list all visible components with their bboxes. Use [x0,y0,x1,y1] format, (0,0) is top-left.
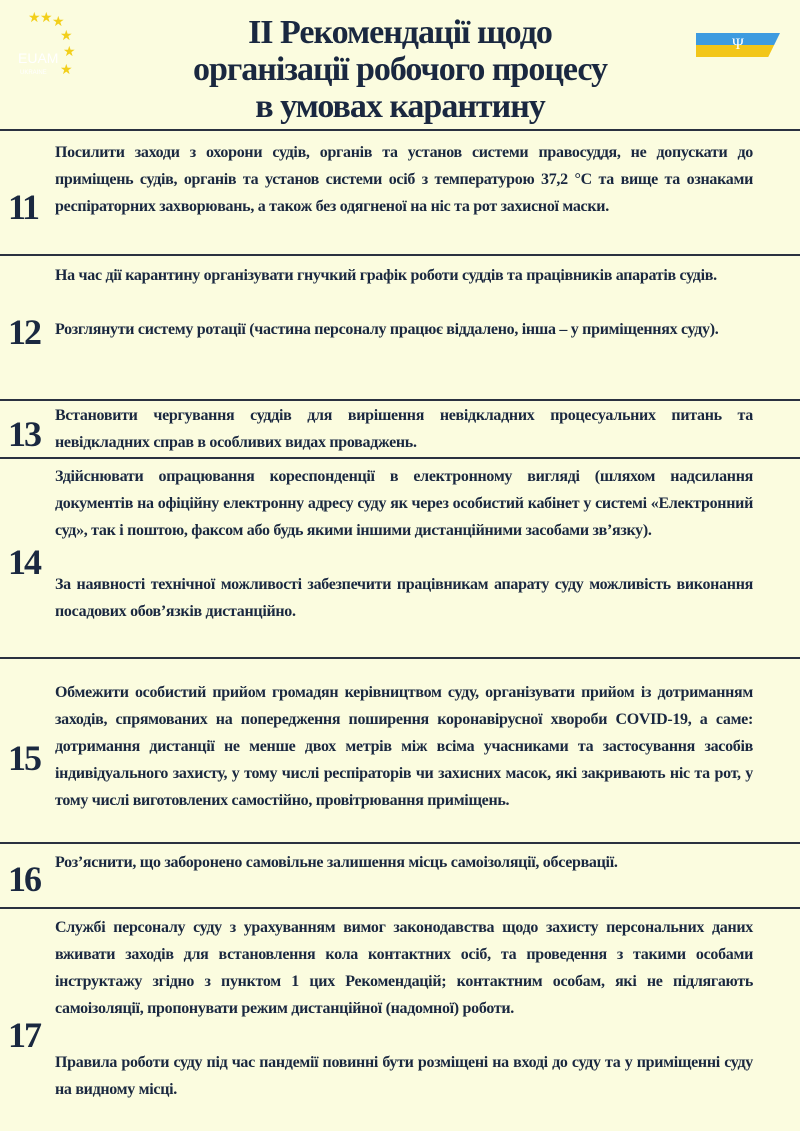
paragraph: Роз’яснити, що заборонено самовільне залишення місць самоізоляції, обсервації. [55,854,618,871]
paragraph: Розглянути систему ротації (частина персоналу працює віддалено, інша – у приміщеннях суду). [55,321,719,338]
item-text [55,914,753,1103]
star-icon: ★ [28,11,41,26]
star-icon: ★ [52,15,65,30]
star-icon: ★ [60,29,73,44]
recommendation-15 [0,657,800,844]
ukraine-flag-logo [696,33,780,57]
recommendation-12 [0,254,800,400]
paragraph: Здійснювати опрацювання кореспонденції в електронному вигляді (шляхом надсилання документів на офіційну електронну адресу суду як через особистий кабінет у системі «Електронний суд», так і поштою, факсом або будь якими іншими дистанційними засобами зв’язку). [55,468,753,539]
paragraph: За наявності технічної можливості забезпечити працівникам апарату суду можливість виконання посадових обов’язків дистанційно. [55,576,753,620]
item-text [55,139,753,220]
item-text [55,679,753,814]
recommendation-13 [0,399,800,459]
recommendation-14 [0,457,800,659]
star-icon: ★ [63,45,76,60]
title-line: ІІ Рекомендації щодо [248,14,552,51]
paragraph: Правила роботи суду під час пандемії повинні бути розміщені на вході до суду та у приміщенні суду на видному місці. [55,1054,753,1098]
recommendation-17 [0,907,800,1131]
title-line: в умовах карантину [255,88,545,125]
item-number: 15 [8,738,40,778]
item-text [55,463,753,625]
item-number: 16 [8,859,40,899]
item-text [55,402,753,456]
star-icon: ★ [40,11,53,26]
header [0,0,800,130]
recommendation-16 [0,842,800,909]
logo-subtext: UKRAINE [20,70,47,76]
paragraph: Встановити чергування суддів для вирішення невідкладних процесуальних питань та невідкладних справ в особливих видах проваджень. [55,407,753,451]
title-line: організації робочого процесу [192,51,608,88]
paragraph: На час дії карантину організувати гнучкий графік роботи суддів та працівників апаратів судів. [55,267,717,284]
paragraph: Обмежити особистий прийом громадян керівництвом суду, організувати прийом із дотриманням заходів, спрямованих на попередження поширення коронавірусної хвороби COVID-19, а саме: дотримання дистанції не менше двох метрів між всіма учасниками та застосування засобів індивідуального захисту, у тому числі респіраторів чи захисних масок, які закривають ніс та рот, у тому числі виготовлених самостійно, провітрювання приміщень. [55,684,753,809]
trident-icon: Ψ [732,36,744,53]
item-text [55,849,753,876]
page-title [0,14,800,125]
star-icon: ★ [60,63,73,78]
recommendation-11 [0,129,800,256]
item-number: 14 [8,542,40,582]
item-number: 11 [8,187,39,227]
item-text [55,262,753,343]
item-number: 13 [8,414,40,454]
item-number: 17 [8,1015,40,1055]
paragraph: Посилити заходи з охорони судів, органів та установ системи правосуддя, не допускати до приміщень судів, органів та установ системи осіб з температурою 37,2 °С та вище та ознаками респіраторних захворювань, а також без одягненої на ніс та рот захисної маски. [55,144,753,215]
paragraph: Службі персоналу суду з урахуванням вимог законодавства щодо захисту персональних даних вживати заходів для встановлення кола контактних осіб, та проведення з такими особами інструктажу згідно з пунктом 1 цих Рекомендацій; контактним особам, які не підлягають самоізоляції, пропонувати режим дистанційної (надомної) роботи. [55,919,753,1017]
item-number: 12 [8,312,40,352]
logo-text: EUAM [18,50,59,66]
